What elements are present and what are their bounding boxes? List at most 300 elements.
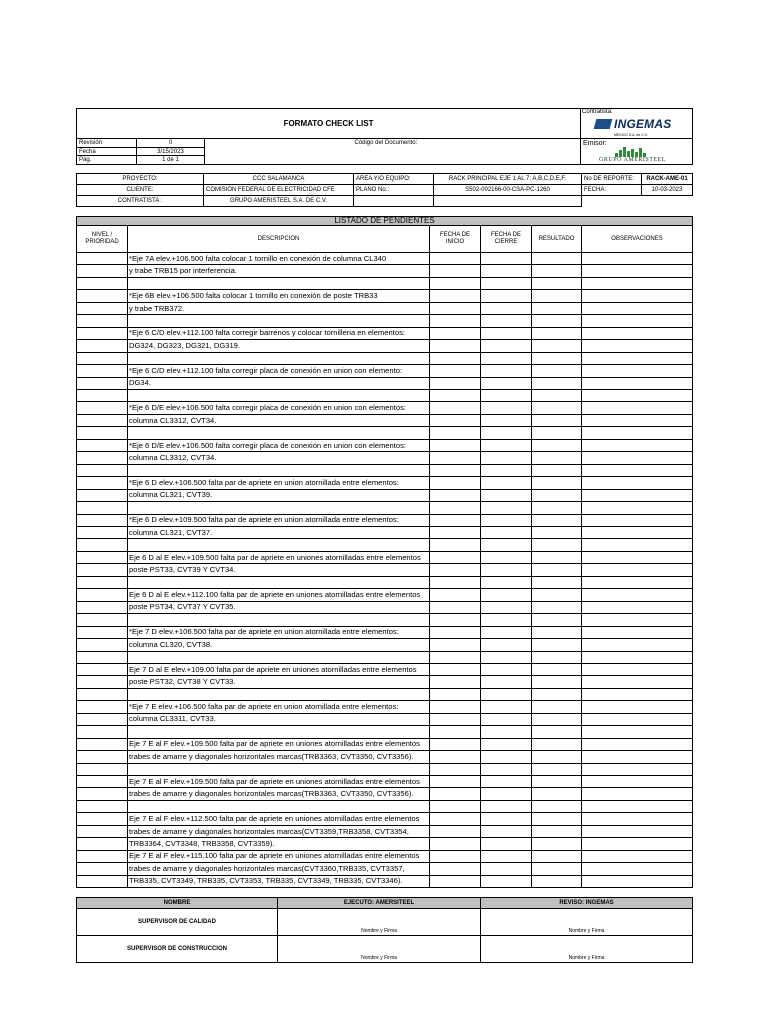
cell-fecha-cierre xyxy=(481,875,532,887)
cell-descripcion: *Eje 6 D elev.+109.500 falta par de apriete en union atornillada entre elementos: xyxy=(128,514,430,526)
col-descripcion: DESCRIPCION xyxy=(128,226,430,253)
cell-descripcion: DG34. xyxy=(128,377,430,389)
table-row xyxy=(77,551,693,563)
cell-resultado xyxy=(532,601,582,613)
cell-fecha-cierre xyxy=(481,327,532,339)
cell-observaciones xyxy=(582,502,693,514)
cell-fecha-inicio xyxy=(430,253,481,265)
cell-fecha-cierre xyxy=(481,526,532,538)
revision-value: 0 xyxy=(137,139,205,148)
cell-resultado xyxy=(532,788,582,800)
table-row xyxy=(77,427,693,439)
cell-resultado xyxy=(532,439,582,451)
cell-descripcion: *Eje 7 E elev.+106.500 falta par de apriete en union atornillada entre elementos: xyxy=(128,701,430,713)
cell-nivel xyxy=(77,352,128,364)
table-row xyxy=(77,688,693,700)
cell-resultado xyxy=(532,850,582,862)
plano-value: S502-002166-00-CSA-PC-1260 xyxy=(434,185,582,196)
table-row xyxy=(77,614,693,626)
cell-descripcion: trabes de amarre y diagonales horizontales marcas(CVT3359,TRB3358, CVT3354, xyxy=(128,825,430,837)
cell-nivel xyxy=(77,389,128,401)
cell-fecha-inicio xyxy=(430,377,481,389)
cell-fecha-inicio xyxy=(430,526,481,538)
cell-descripcion: poste PST33, CVT39 Y CVT34. xyxy=(128,564,430,576)
cell-fecha-inicio xyxy=(430,389,481,401)
contratista-logo-cell xyxy=(581,109,693,139)
table-row xyxy=(77,389,693,401)
cell-fecha-inicio xyxy=(430,850,481,862)
cell-resultado xyxy=(532,315,582,327)
cell-observaciones xyxy=(582,539,693,551)
cliente-value: COMISION FEDERAL DE ELECTRICIDAD CFE xyxy=(204,185,354,196)
cell-nivel xyxy=(77,751,128,763)
cell-fecha-inicio xyxy=(430,676,481,688)
cell-resultado xyxy=(532,352,582,364)
cell-observaciones xyxy=(582,352,693,364)
fecha-value: 3/15/2023 xyxy=(137,147,205,156)
cell-nivel xyxy=(77,825,128,837)
cell-descripcion: *Eje 6B elev.+106.500 falta colocar 1 tornillo en conexión de poste TRB33 xyxy=(128,290,430,302)
cell-fecha-inicio xyxy=(430,576,481,588)
emisor-label: Emisor: xyxy=(583,140,607,148)
cell-descripcion xyxy=(128,352,430,364)
cell-descripcion: columna CL3311, CVT33. xyxy=(128,713,430,725)
table-row xyxy=(77,701,693,713)
cell-descripcion xyxy=(128,614,430,626)
table-row xyxy=(77,676,693,688)
cell-observaciones xyxy=(582,439,693,451)
table-row xyxy=(77,800,693,812)
cell-descripcion: trabes de amarre y diagonales horizontales marcas(TRB3363, CVT3350, CVT3356). xyxy=(128,788,430,800)
cell-descripcion: *Eje 6 D/E elev.+106.500 falta corregir placa de conexión en union con elementos: xyxy=(128,439,430,451)
cell-nivel xyxy=(77,477,128,489)
cell-nivel xyxy=(77,253,128,265)
proyecto-label: PROYECTO: xyxy=(77,174,204,185)
cell-fecha-inicio xyxy=(430,713,481,725)
cell-descripcion xyxy=(128,763,430,775)
cell-nivel xyxy=(77,713,128,725)
cell-fecha-inicio xyxy=(430,551,481,563)
cell-resultado xyxy=(532,389,582,401)
cell-observaciones xyxy=(582,626,693,638)
col-resultado: RESULTADO xyxy=(532,226,582,253)
ameristeel-logo-text: GRUPO AMERISTEEL xyxy=(599,157,666,164)
cell-fecha-inicio xyxy=(430,502,481,514)
listado-rows xyxy=(77,253,693,888)
cell-descripcion: *Eje 6 C/D elev.+112.100 falta corregir placa de conexión en union con elemento: xyxy=(128,365,430,377)
col-fecha-cierre: FECHA DE CIERRE xyxy=(481,226,532,253)
cell-resultado xyxy=(532,477,582,489)
cell-fecha-inicio xyxy=(430,439,481,451)
cell-fecha-cierre xyxy=(481,253,532,265)
cell-observaciones xyxy=(582,688,693,700)
cell-fecha-inicio xyxy=(430,489,481,501)
cell-fecha-cierre xyxy=(481,863,532,875)
cell-fecha-inicio xyxy=(430,402,481,414)
table-row xyxy=(77,253,693,265)
table-row xyxy=(77,265,693,277)
cell-fecha-inicio xyxy=(430,800,481,812)
cell-resultado xyxy=(532,464,582,476)
table-row xyxy=(77,726,693,738)
cell-descripcion xyxy=(128,726,430,738)
cell-descripcion xyxy=(128,427,430,439)
cell-fecha-cierre xyxy=(481,614,532,626)
pending-list-table xyxy=(76,216,693,888)
pag-value: 1 de 1 xyxy=(137,156,205,165)
cell-resultado xyxy=(532,539,582,551)
cell-fecha-inicio xyxy=(430,763,481,775)
cell-nivel xyxy=(77,850,128,862)
cell-fecha-inicio xyxy=(430,751,481,763)
sig-col-reviso: REVISO: INGEMAS xyxy=(481,898,693,909)
cell-fecha-cierre xyxy=(481,564,532,576)
cell-observaciones xyxy=(582,551,693,563)
cell-nivel xyxy=(77,489,128,501)
cell-observaciones xyxy=(582,526,693,538)
cell-resultado xyxy=(532,253,582,265)
cell-descripcion: *Eje 7 D elev.+106.500 falta par de apriete en union atornillada entre elementos: xyxy=(128,626,430,638)
cell-fecha-inicio xyxy=(430,663,481,675)
cell-fecha-inicio xyxy=(430,838,481,850)
codigo-documento: Código del Documento: xyxy=(281,139,581,165)
cell-fecha-inicio xyxy=(430,464,481,476)
cell-fecha-inicio xyxy=(430,352,481,364)
cell-fecha-cierre xyxy=(481,751,532,763)
cell-fecha-cierre xyxy=(481,514,532,526)
cell-observaciones xyxy=(582,863,693,875)
cell-observaciones xyxy=(582,800,693,812)
cell-descripcion: y trabe TRB372. xyxy=(128,302,430,314)
cell-fecha-cierre xyxy=(481,589,532,601)
sig-row-construccion: SUPERVISOR DE CONSTRUCCION xyxy=(77,936,278,963)
table-row xyxy=(77,825,693,837)
table-row xyxy=(77,526,693,538)
table-row xyxy=(77,875,693,887)
cell-fecha-cierre xyxy=(481,427,532,439)
cell-resultado xyxy=(532,414,582,426)
cell-fecha-inicio xyxy=(430,452,481,464)
cell-observaciones xyxy=(582,489,693,501)
cell-descripcion: *Eje 6 D/E elev.+106.500 falta corregir placa de conexión en union con elementos: xyxy=(128,402,430,414)
cell-observaciones xyxy=(582,726,693,738)
cell-nivel xyxy=(77,452,128,464)
cell-resultado xyxy=(532,825,582,837)
cell-observaciones xyxy=(582,377,693,389)
cell-observaciones xyxy=(582,464,693,476)
cell-nivel xyxy=(77,526,128,538)
cell-fecha-cierre xyxy=(481,838,532,850)
cell-fecha-inicio xyxy=(430,875,481,887)
cell-fecha-cierre xyxy=(481,452,532,464)
cell-fecha-cierre xyxy=(481,352,532,364)
cell-fecha-cierre xyxy=(481,502,532,514)
cell-resultado xyxy=(532,551,582,563)
cell-nivel xyxy=(77,738,128,750)
cell-fecha-inicio xyxy=(430,514,481,526)
cell-nivel xyxy=(77,788,128,800)
cell-fecha-inicio xyxy=(430,327,481,339)
cell-observaciones xyxy=(582,277,693,289)
cell-nivel xyxy=(77,614,128,626)
cell-nivel xyxy=(77,539,128,551)
cell-resultado xyxy=(532,651,582,663)
cell-nivel xyxy=(77,589,128,601)
cell-resultado xyxy=(532,427,582,439)
table-row xyxy=(77,601,693,613)
cell-observaciones xyxy=(582,663,693,675)
cell-resultado xyxy=(532,526,582,538)
form-title: FORMATO CHECK LIST xyxy=(77,109,581,139)
cell-descripcion xyxy=(128,464,430,476)
cell-fecha-cierre xyxy=(481,813,532,825)
cell-observaciones xyxy=(582,875,693,887)
cell-resultado xyxy=(532,751,582,763)
cell-resultado xyxy=(532,340,582,352)
cell-fecha-inicio xyxy=(430,290,481,302)
cell-resultado xyxy=(532,639,582,651)
cell-fecha-inicio xyxy=(430,265,481,277)
cell-descripcion xyxy=(128,389,430,401)
cell-descripcion xyxy=(128,277,430,289)
cell-nivel xyxy=(77,464,128,476)
fecha-reporte-label: FECHA: xyxy=(582,185,642,196)
cell-nivel xyxy=(77,676,128,688)
table-row xyxy=(77,414,693,426)
cell-fecha-cierre xyxy=(481,365,532,377)
proyecto-value: CCC SALAMANCA xyxy=(204,174,354,185)
cell-resultado xyxy=(532,402,582,414)
cell-descripcion: y trabe TRB15 por interferencia. xyxy=(128,265,430,277)
cell-nivel xyxy=(77,688,128,700)
cell-fecha-inicio xyxy=(430,776,481,788)
cell-fecha-inicio xyxy=(430,825,481,837)
cell-fecha-cierre xyxy=(481,688,532,700)
table-row xyxy=(77,589,693,601)
cell-fecha-cierre xyxy=(481,389,532,401)
cell-descripcion xyxy=(128,688,430,700)
table-row xyxy=(77,327,693,339)
cell-fecha-inicio xyxy=(430,302,481,314)
cell-descripcion xyxy=(128,315,430,327)
ameristeel-logo xyxy=(591,147,692,163)
cell-nivel xyxy=(77,502,128,514)
cell-observaciones xyxy=(582,813,693,825)
cell-descripcion xyxy=(128,651,430,663)
cell-observaciones xyxy=(582,639,693,651)
table-row xyxy=(77,352,693,364)
area-label: AREA Y/O EQUIPO: xyxy=(354,174,434,185)
cell-fecha-inicio xyxy=(430,688,481,700)
cell-observaciones xyxy=(582,825,693,837)
table-row xyxy=(77,290,693,302)
cell-resultado xyxy=(532,327,582,339)
table-row xyxy=(77,377,693,389)
cell-descripcion: poste PST32, CVT38 Y CVT33. xyxy=(128,676,430,688)
cell-fecha-cierre xyxy=(481,402,532,414)
cell-fecha-inicio xyxy=(430,639,481,651)
cell-resultado xyxy=(532,614,582,626)
cell-nivel xyxy=(77,763,128,775)
cell-observaciones xyxy=(582,253,693,265)
cell-fecha-cierre xyxy=(481,763,532,775)
cell-nivel xyxy=(77,551,128,563)
col-observaciones: OBSERVACIONES xyxy=(582,226,693,253)
cell-resultado xyxy=(532,290,582,302)
cell-nivel xyxy=(77,776,128,788)
cell-observaciones xyxy=(582,850,693,862)
col-nivel: NIVEL / PRIORIDAD xyxy=(77,226,128,253)
cell-fecha-cierre xyxy=(481,651,532,663)
cell-fecha-inicio xyxy=(430,726,481,738)
table-row xyxy=(77,452,693,464)
cell-descripcion: TRB335, CVT3349, TRB335, CVT3353, TRB335, CVT3349, TRB335, CVT3346). xyxy=(128,875,430,887)
table-row xyxy=(77,663,693,675)
cell-fecha-cierre xyxy=(481,576,532,588)
cell-nivel xyxy=(77,726,128,738)
ingemas-logo: INGEMAS xyxy=(595,117,692,131)
cell-fecha-cierre xyxy=(481,601,532,613)
sig-row-calidad: SUPERVISOR DE CALIDAD xyxy=(77,909,278,936)
ameristeel-buildings-icon xyxy=(615,147,692,157)
cell-fecha-inicio xyxy=(430,614,481,626)
ingemas-subtitle: MEXICO S.A. de C.V. xyxy=(614,133,648,137)
cell-nivel xyxy=(77,875,128,887)
cell-resultado xyxy=(532,738,582,750)
cell-fecha-cierre xyxy=(481,800,532,812)
cell-fecha-inicio xyxy=(430,788,481,800)
table-row xyxy=(77,365,693,377)
cell-descripcion: TRB3364, CVT3348, TRB3358, CVT3359). xyxy=(128,838,430,850)
sig-construccion-reviso: Nombre y Firma xyxy=(481,936,693,963)
cell-observaciones xyxy=(582,763,693,775)
cell-observaciones xyxy=(582,414,693,426)
cell-observaciones xyxy=(582,788,693,800)
reporte-value: RACK-AME-01 xyxy=(642,174,693,185)
cell-resultado xyxy=(532,776,582,788)
cell-descripcion: *Eje 6 C/D elev.+112.100 falta corregir barrenos y colocar tornilleria en elementos: xyxy=(128,327,430,339)
listado-title: LISTADO DE PENDIENTES xyxy=(77,217,693,226)
cell-descripcion xyxy=(128,502,430,514)
cell-descripcion: Eje 7 E al F elev.+115.100 falta par de apriete en uniones atornilladas entre elementos xyxy=(128,850,430,862)
cell-resultado xyxy=(532,265,582,277)
cell-fecha-inicio xyxy=(430,738,481,750)
cell-observaciones xyxy=(582,477,693,489)
cell-fecha-cierre xyxy=(481,639,532,651)
cell-resultado xyxy=(532,688,582,700)
cell-fecha-cierre xyxy=(481,477,532,489)
table-row xyxy=(77,776,693,788)
table-row xyxy=(77,576,693,588)
cell-observaciones xyxy=(582,452,693,464)
cell-nivel xyxy=(77,290,128,302)
cell-nivel xyxy=(77,800,128,812)
cell-nivel xyxy=(77,302,128,314)
cell-fecha-cierre xyxy=(481,825,532,837)
cell-resultado xyxy=(532,564,582,576)
table-row xyxy=(77,850,693,862)
cell-descripcion: columna CL321, CVT39. xyxy=(128,489,430,501)
cell-observaciones xyxy=(582,676,693,688)
cell-nivel xyxy=(77,340,128,352)
table-row xyxy=(77,713,693,725)
cell-descripcion: *Eje 7A elev.+106.500 falta colocar 1 tornillo en conexión de columna CL340 xyxy=(128,253,430,265)
cell-fecha-inicio xyxy=(430,564,481,576)
cell-observaciones xyxy=(582,514,693,526)
sig-construccion-ejecuto: Nombre y Firma xyxy=(278,936,481,963)
cell-fecha-inicio xyxy=(430,427,481,439)
reporte-label: No DE REPORTE: xyxy=(582,174,642,185)
cell-resultado xyxy=(532,800,582,812)
cell-descripcion: poste PST34, CVT37 Y CVT35. xyxy=(128,601,430,613)
cell-observaciones xyxy=(582,327,693,339)
cell-descripcion: columna CL3312, CVT34. xyxy=(128,414,430,426)
cell-observaciones xyxy=(582,776,693,788)
table-row xyxy=(77,340,693,352)
cell-descripcion: columna CL321, CVT37. xyxy=(128,526,430,538)
cell-resultado xyxy=(532,663,582,675)
cell-fecha-inicio xyxy=(430,539,481,551)
table-row xyxy=(77,639,693,651)
header-table xyxy=(76,108,693,165)
cell-resultado xyxy=(532,763,582,775)
cell-fecha-cierre xyxy=(481,315,532,327)
cell-nivel xyxy=(77,626,128,638)
cell-fecha-cierre xyxy=(481,439,532,451)
table-row xyxy=(77,402,693,414)
cell-observaciones xyxy=(582,564,693,576)
project-info-table xyxy=(76,173,693,207)
cell-fecha-cierre xyxy=(481,377,532,389)
cell-descripcion xyxy=(128,576,430,588)
cell-fecha-inicio xyxy=(430,651,481,663)
cell-descripcion: Eje 7 E al F elev.+109.500 falta par de apriete en uniones atornilladas entre elementos xyxy=(128,776,430,788)
table-row xyxy=(77,651,693,663)
cell-observaciones xyxy=(582,302,693,314)
cell-resultado xyxy=(532,713,582,725)
cell-fecha-inicio xyxy=(430,813,481,825)
cell-fecha-cierre xyxy=(481,489,532,501)
contratista-label: CONTRATISTA : xyxy=(77,196,204,207)
cell-observaciones xyxy=(582,265,693,277)
cell-observaciones xyxy=(582,738,693,750)
table-row xyxy=(77,477,693,489)
cell-fecha-inicio xyxy=(430,626,481,638)
cell-nivel xyxy=(77,427,128,439)
cell-nivel xyxy=(77,663,128,675)
cell-fecha-inicio xyxy=(430,601,481,613)
sig-calidad-reviso: Nombre y Firma xyxy=(481,909,693,936)
sig-col-nombre: NOMBRE xyxy=(77,898,278,909)
cell-nivel xyxy=(77,327,128,339)
cell-resultado xyxy=(532,726,582,738)
cell-resultado xyxy=(532,576,582,588)
cell-fecha-cierre xyxy=(481,676,532,688)
cell-resultado xyxy=(532,452,582,464)
table-row xyxy=(77,838,693,850)
table-row xyxy=(77,813,693,825)
cell-nivel xyxy=(77,265,128,277)
table-row xyxy=(77,489,693,501)
table-row xyxy=(77,863,693,875)
contratista-label: Contratista: xyxy=(582,109,613,115)
cell-observaciones xyxy=(582,340,693,352)
cell-nivel xyxy=(77,838,128,850)
cell-nivel xyxy=(77,365,128,377)
cell-observaciones xyxy=(582,402,693,414)
fecha-reporte-value: 10-03-2023 xyxy=(642,185,693,196)
cell-nivel xyxy=(77,639,128,651)
